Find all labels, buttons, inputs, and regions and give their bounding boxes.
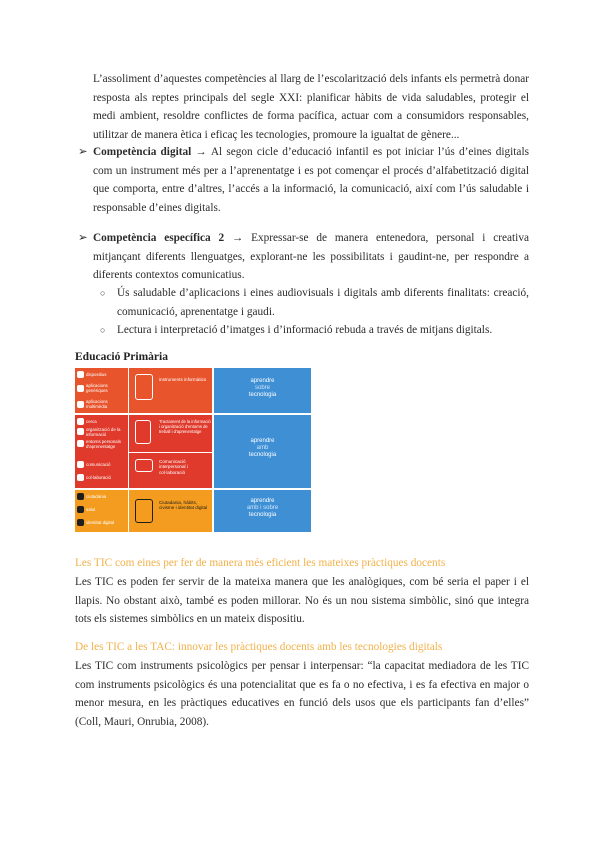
intro-paragraph: L’assoliment d’aquestes competències al llarg de l’escolarització dels infants els permetrà donar resposta als reptes principals del segle XXI: planificar hàbits de vida saludables, protegir el medi ambient, resoldre conflictes de forma pacífica, actuar com a consumidors responsables, utilitzar de manera ètica i eficaç les tecnologies, promoure la igualtat de gènere... [93,73,529,141]
health-icon [77,506,84,513]
infographic-row-instruments [75,368,311,413]
competencies-infographic [75,368,311,532]
calculator-icon [135,374,153,400]
section-title: De les TIC a les TAC: innovar les pràctiques docents amb les tecnologies digitals [75,641,443,653]
list-item: ○ Lectura i interpretació d’imatges i d’informació rebuda a través de mitjans digitals. [100,321,529,340]
primary-heading: Educació Primària [75,351,168,363]
bullet-separator: → [191,146,211,158]
circle-bullet-icon: ○ [100,325,106,336]
bullet-title: Competència específica 2 [93,232,225,244]
infographic-left-cell: cerca organització de la informació entorns personals d'aprenentatge comunicació col·laboració [75,415,128,488]
person-icon [135,499,153,523]
section-paragraph: Les TIC com instruments psicològics per pensar i interpensar: “la capacitat mediadora de les TIC com instruments psicològics és una potencialitat que es fa o no efectiva, i es fa efectiva en major o menor mesura, en les pràctiques educatives en funció dels usos que els participants fan d’elles” (Coll, Mauri, Onrubia, 2008). [75,660,529,728]
infographic-blue-cell: aprendre amb tecnologia [214,415,311,488]
bullet-text: Expressar-se de manera entenedora, personal i creativa mitjançant diferents llenguatges, explorant-ne les possibilitats i gaudint-ne, per respondre a diferents contextos comunicatius. [93,232,529,282]
infographic-left-cell: ciutadania salut identitat digital [75,490,128,532]
sub-bullet-list [100,284,529,340]
citizenship-icon [77,493,84,500]
arrow-bullet-icon: ➢ [78,146,88,158]
bullet-separator: → [224,232,252,244]
infographic-left-cell: dispositius aplicacions genèriques aplicacions multimèdia [75,368,128,413]
folder-icon [77,428,84,435]
collaboration-icon [77,474,84,481]
list-item: ○ Ús saludable d’aplicacions i eines audiovisuals i digitals amb diferents finalitats: creació, comunicació, aprenentatge i gaudi. [100,284,529,321]
notepad-icon [135,420,151,444]
app-icon [77,385,84,392]
section-title: Les TIC com eines per fer de manera més eficient les mateixes pràctiques docents [75,557,446,569]
infographic-mid-cell: Ciutadania, hàbits, civisme i identitat digital [129,490,212,532]
infographic-row-information [75,415,311,488]
search-icon [77,418,84,425]
cell-divider [129,452,212,453]
bullet-text: Al segon cicle d’educació infantil es pot iniciar l’ús d’eines digitals com un instrument més per a l’aprenentatge i es pot començar el procés d’alfabetització digital que comporta, entre d’altres, l’accés a la informació, la comunicació, així com l’ús saludable i responsable d’eines digitals. [93,146,529,214]
chat-icon [77,461,84,468]
workspace-icon [77,440,84,447]
bullet-competencia-especifica [78,229,529,285]
section-paragraph: Les TIC es poden fer servir de la mateixa manera que les analògiques, com bé seria el paper i el llapis. No obstant això, també es poden millorar. No és un nou sistema simbòlic, sinó que integra tots els sistemes simbòlics en un mateix dispositiu. [75,576,529,626]
bullet-title: Competència digital [93,146,192,158]
device-icon [77,371,84,378]
infographic-mid-cell: Tractament de la informació i organització d'entorns de treball i d'aprenentatge Comunicació interpersonal i col·laboració [129,415,212,488]
infographic-blue-cell: aprendre sobre tecnologia [214,368,311,413]
infographic-blue-cell: aprendre amb i sobre tecnologia [214,490,311,532]
infographic-mid-cell: instruments informàtics [129,368,212,413]
infographic-row-citizenship [75,490,311,532]
identity-icon [77,519,84,526]
bullet-competencia-digital [78,143,529,217]
circle-bullet-icon: ○ [100,288,106,298]
speech-bubble-icon [135,459,153,472]
arrow-bullet-icon: ➢ [78,232,88,244]
multimedia-icon [77,401,84,408]
